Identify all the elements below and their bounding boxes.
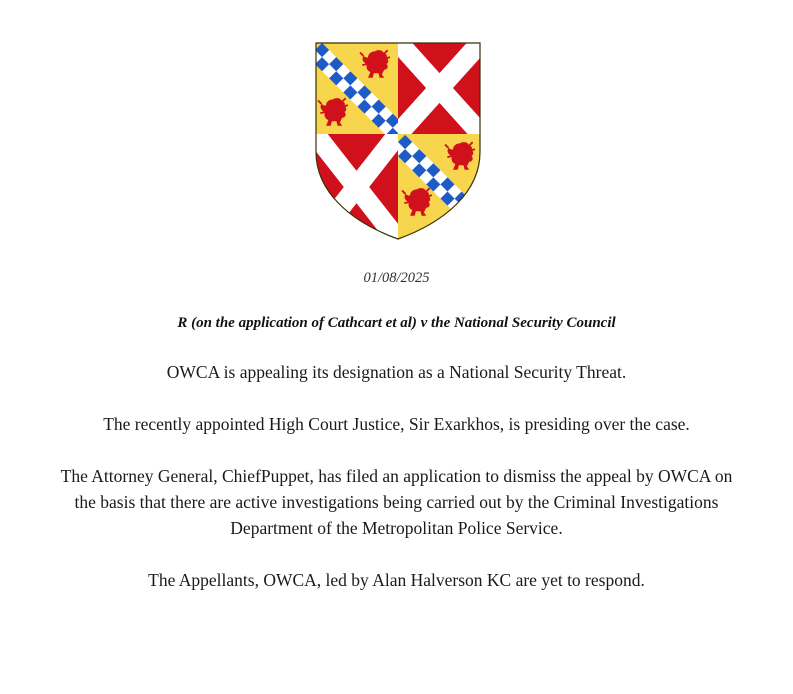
article-paragraph: The recently appointed High Court Justice, Sir Exarkhos, is presiding over the case. <box>103 414 690 434</box>
case-title: R (on the application of Cathcart et al) v the National Security Council <box>177 315 616 331</box>
article-paragraph: The Appellants, OWCA, led by Alan Halverson KC are yet to respond. <box>148 570 645 590</box>
coat-of-arms-icon <box>315 42 481 240</box>
article-paragraph: OWCA is appealing its designation as a National Security Threat. <box>166 362 627 382</box>
article-date: 01/08/2025 <box>363 270 430 286</box>
article-paragraph: The Attorney General, ChiefPuppet, has filed an application to dismiss the appeal by OWCA on the basis that there are active investigations being carried out by the Criminal Investigations Department of the Metropolitan Police Service. <box>60 466 733 538</box>
